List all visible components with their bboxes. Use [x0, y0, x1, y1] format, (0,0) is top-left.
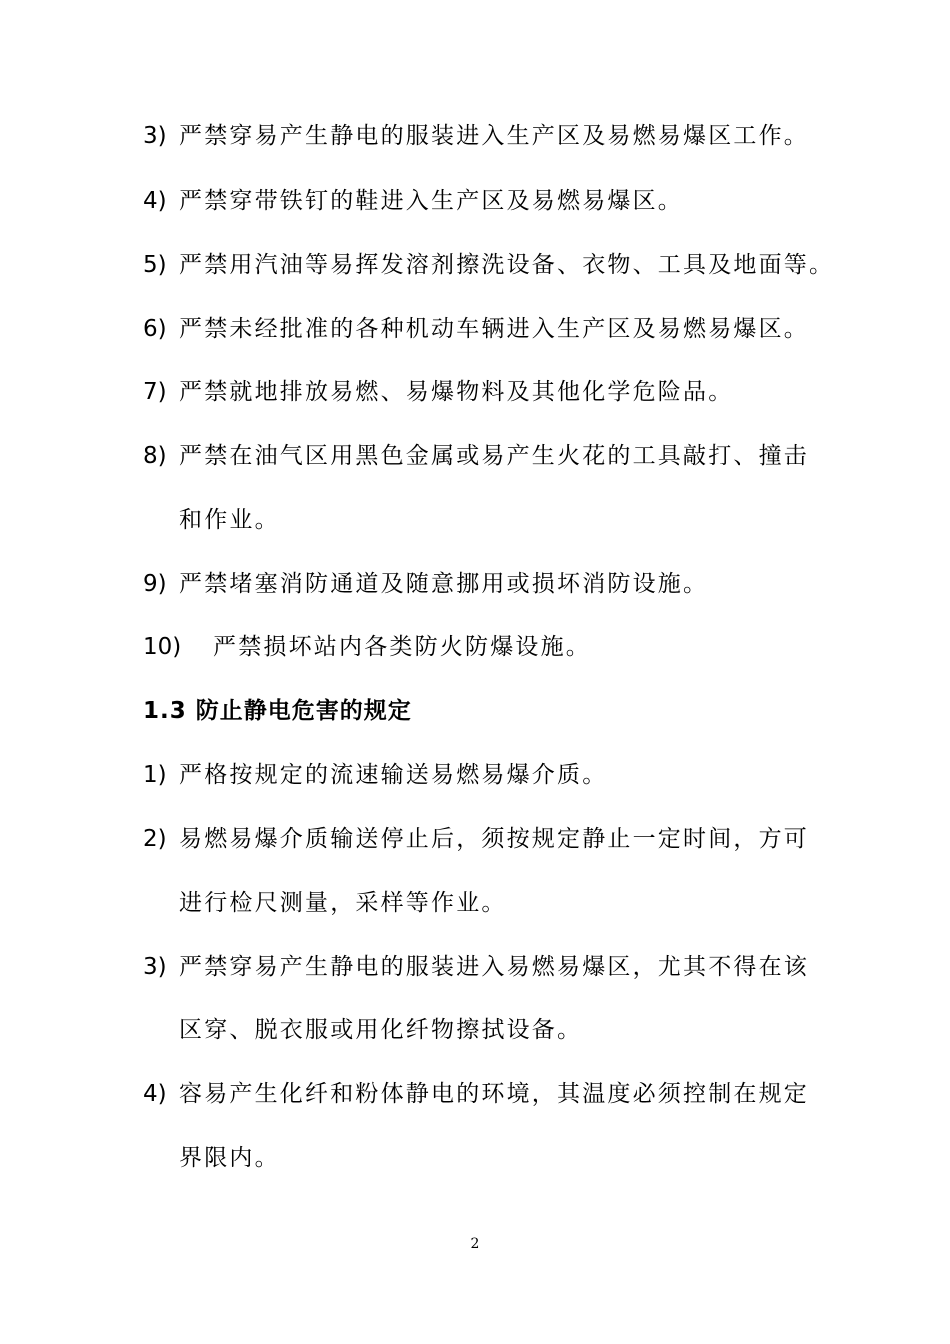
item-text: 容易产生化纤和粉体静电的环境，其温度必须控制在规定: [179, 1081, 809, 1107]
page-number: 2: [470, 1236, 480, 1252]
list-item: [143, 314, 809, 344]
item-number: 9): [143, 571, 167, 597]
list-item: [143, 1079, 809, 1109]
item-number: 4): [143, 1081, 167, 1107]
item-text: 易燃易爆介质输送停止后，须按规定静止一定时间，方可: [179, 826, 809, 852]
list-item: [143, 952, 809, 982]
item-number: 10): [143, 634, 182, 660]
list-item: [143, 760, 607, 790]
list-item: [143, 121, 809, 151]
item-text: 严禁未经批准的各种机动车辆进入生产区及易燃易爆区。: [179, 316, 809, 342]
item-text: 严禁堵塞消防通道及随意挪用或损坏消防设施。: [179, 571, 709, 597]
list-item: [143, 569, 708, 599]
item-text: 严禁穿易产生静电的服装进入易燃易爆区，尤其不得在该: [179, 954, 809, 980]
list-item: [143, 632, 591, 662]
list-item: [143, 824, 809, 854]
item-text: 严禁用汽油等易挥发溶剂擦洗设备、衣物、工具及地面等。: [179, 252, 835, 278]
item-number: 4): [143, 188, 167, 214]
item-text: 严禁就地排放易燃、易爆物料及其他化学危险品。: [179, 379, 734, 405]
list-item: [143, 250, 834, 280]
item-text: 严禁穿易产生静电的服装进入生产区及易燃易爆区工作。: [179, 123, 809, 149]
item-number: 3): [143, 123, 167, 149]
item-number: 1): [143, 762, 167, 788]
item-number: 3): [143, 954, 167, 980]
item-number: 2): [143, 826, 167, 852]
list-item: [143, 377, 733, 407]
list-item: [143, 441, 809, 471]
item-number: 8): [143, 443, 167, 469]
list-item: [143, 186, 683, 216]
item-text: 严禁在油气区用黑色金属或易产生火花的工具敲打、撞击: [179, 443, 809, 469]
list-item-continuation: 区穿、脱衣服或用化纤物擦拭设备。: [179, 1017, 583, 1043]
item-text: 严格按规定的流速输送易燃易爆介质。: [179, 762, 608, 788]
item-number: 7): [143, 379, 167, 405]
list-item-continuation: 界限内。: [179, 1145, 280, 1171]
section-heading: 1.3 防止静电危害的规定: [143, 698, 412, 724]
list-item-continuation: 进行检尺测量，采样等作业。: [179, 890, 507, 916]
item-number: 5): [143, 252, 167, 278]
item-text: 严禁穿带铁钉的鞋进入生产区及易燃易爆区。: [179, 188, 683, 214]
item-text: 严禁损坏站内各类防火防爆设施。: [213, 634, 591, 660]
item-number: 6): [143, 316, 167, 342]
list-item-continuation: 和作业。: [179, 507, 280, 533]
